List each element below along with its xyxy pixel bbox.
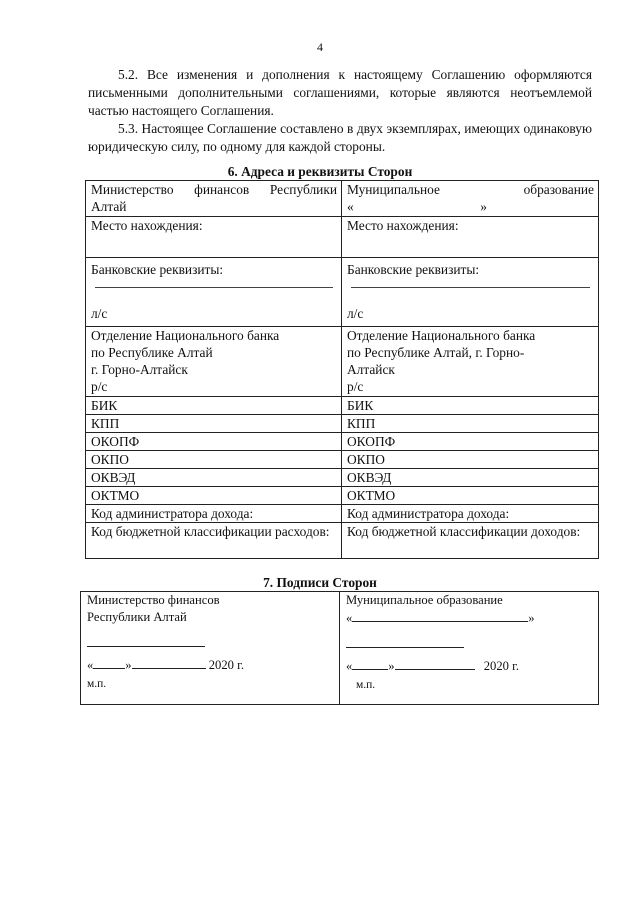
table-row — [86, 327, 599, 397]
left-branch: Отделение Национального банка по Республике Алтай г. Горно-Алтайск р/с — [86, 327, 342, 397]
left-bik: БИК — [86, 397, 342, 415]
left-location-label: Место нахождения: — [86, 217, 342, 258]
table-row — [86, 451, 599, 469]
left-okpo: ОКПО — [86, 451, 342, 469]
left-budget-code: Код бюджетной классификации расходов: — [86, 523, 342, 559]
right-okopf: ОКОПФ — [342, 433, 599, 451]
table-row — [86, 433, 599, 451]
section-7-title: 7. Подписи Сторон — [263, 575, 377, 590]
right-municipality-name-line: « » — [346, 611, 535, 625]
table-row — [81, 592, 599, 705]
right-bank-cell: Банковские реквизиты: л/с — [342, 258, 599, 327]
right-signature-line — [346, 635, 464, 648]
right-signatory-name: Муниципальное образование — [346, 593, 503, 607]
page-number: 4 — [317, 40, 323, 54]
right-okpo: ОКПО — [342, 451, 599, 469]
left-okved: ОКВЭД — [86, 469, 342, 487]
signatures-table — [80, 591, 599, 705]
right-kpp: КПП — [342, 415, 599, 433]
paragraph-5-2: 5.2. Все изменения и дополнения к настоящему Соглашению оформляются письменными дополнительными соглашениями, которые являются неотъемлемой частью настоящего Соглашения. — [88, 67, 592, 118]
right-date-line: « » 2020 г. — [346, 659, 519, 673]
right-stamp: м.п. — [356, 679, 376, 691]
left-oktmo: ОКТМО — [86, 487, 342, 505]
right-okved: ОКВЭД — [342, 469, 599, 487]
left-signatory-name: Министерство финансов — [87, 593, 220, 607]
section-6-title: 6. Адреса и реквизиты Сторон — [227, 164, 413, 179]
table-row — [86, 415, 599, 433]
table-row — [86, 258, 599, 327]
right-branch: Отделение Национального банка по Республике Алтай, г. Горно- Алтайск р/с — [342, 327, 599, 397]
left-date-line: « » 2020 г. — [87, 658, 244, 672]
left-admin-code: Код администратора дохода: — [86, 505, 342, 523]
right-location-label: Место нахождения: — [342, 217, 599, 258]
requisites-table — [85, 180, 599, 559]
table-row — [86, 181, 599, 217]
right-oktmo: ОКТМО — [342, 487, 599, 505]
party-left-name: Министерство финансов Республики Алтай — [86, 181, 342, 217]
left-signatory-name-2: Республики Алтай — [87, 610, 187, 624]
table-row — [86, 505, 599, 523]
signature-right — [340, 592, 599, 705]
table-row — [86, 523, 599, 559]
left-okopf: ОКОПФ — [86, 433, 342, 451]
signature-left — [81, 592, 340, 705]
right-bik: БИК — [342, 397, 599, 415]
left-kpp: КПП — [86, 415, 342, 433]
right-budget-code: Код бюджетной классификации доходов: — [342, 523, 599, 559]
right-admin-code: Код администратора дохода: — [342, 505, 599, 523]
left-signature-line — [87, 634, 205, 647]
table-row — [86, 487, 599, 505]
left-bank-cell: Банковские реквизиты: л/с — [86, 258, 342, 327]
party-right-name: Муниципальное образование « » — [342, 181, 599, 217]
table-row — [86, 397, 599, 415]
table-row — [86, 469, 599, 487]
table-row — [86, 217, 599, 258]
left-stamp: м.п. — [87, 678, 107, 690]
paragraph-5-3: 5.3. Настоящее Соглашение составлено в двух экземплярах, имеющих одинаковую юридическую силу, по одному для каждой стороны. — [88, 121, 592, 154]
